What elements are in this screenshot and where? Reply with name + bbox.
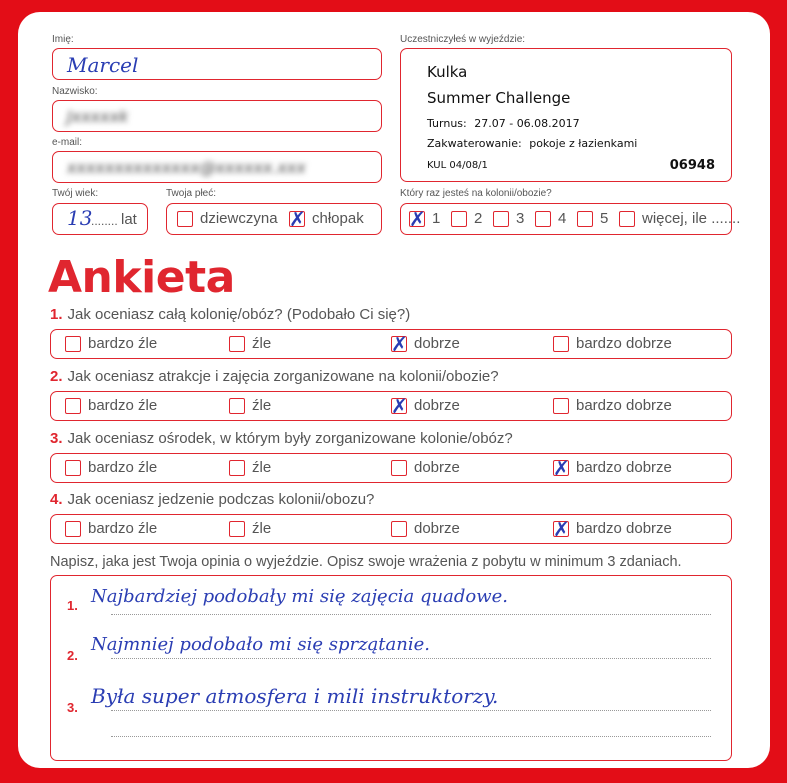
- email-value: xxxxxxxxxxxxxx@xxxxxx.xxx: [67, 158, 306, 177]
- answer-label: źle: [252, 520, 272, 537]
- answer-checkbox[interactable]: [65, 398, 81, 414]
- answer-option[interactable]: [553, 397, 672, 414]
- question-1: [50, 306, 410, 323]
- answer-option[interactable]: [229, 459, 271, 476]
- answer-checkbox[interactable]: [391, 460, 407, 476]
- times-text-5: 5: [600, 210, 609, 227]
- accommodation-value: pokoje z łazienkami: [529, 137, 638, 150]
- times-field: [400, 203, 741, 235]
- times-label: Który raz jesteś na kolonii/obozie?: [400, 188, 552, 199]
- surname-value: Jxxxxxk: [67, 107, 129, 126]
- question-1-answers: [50, 329, 732, 359]
- accommodation-label: Zakwaterowanie:: [427, 137, 522, 150]
- answer-checkbox[interactable]: [65, 521, 81, 537]
- answer-option[interactable]: [65, 459, 157, 476]
- times-text-3: 3: [516, 210, 525, 227]
- surname-field[interactable]: [52, 100, 382, 132]
- times-option-3[interactable]: [493, 210, 524, 227]
- question-3-answers: [50, 453, 732, 483]
- surname-label: Nazwisko:: [52, 86, 98, 97]
- name-value: Marcel: [67, 53, 139, 77]
- times-option-5[interactable]: [577, 210, 608, 227]
- answer-label: dobrze: [414, 397, 460, 414]
- times-option-1[interactable]: [409, 210, 440, 227]
- question-2-answers: [50, 391, 732, 421]
- trip-accommodation: [427, 137, 637, 150]
- age-value: 13: [67, 206, 93, 230]
- answer-option[interactable]: [65, 397, 157, 414]
- survey-sheet: [18, 12, 770, 768]
- answer-option[interactable]: [553, 335, 672, 352]
- answer-checkbox[interactable]: [391, 398, 407, 414]
- opinion-line-3: Była super atmosfera i mili instruktorzy.: [91, 684, 499, 708]
- times-text-more: więcej, ile .......: [642, 210, 741, 227]
- trip-program: Summer Challenge: [427, 89, 571, 107]
- opinion-num-3: 3.: [67, 700, 78, 715]
- answer-checkbox[interactable]: [391, 521, 407, 537]
- opinion-num-1: 1.: [67, 598, 78, 613]
- times-text-2: 2: [474, 210, 483, 227]
- question-text: Jak oceniasz całą kolonię/obóz? (Podobało Ci się?): [67, 306, 411, 323]
- gender-field: [166, 203, 382, 235]
- answer-label: dobrze: [414, 335, 460, 352]
- answer-option[interactable]: [391, 397, 460, 414]
- opinion-rule-3: [111, 710, 711, 711]
- answer-option[interactable]: [65, 520, 157, 537]
- times-checkbox-3[interactable]: [493, 211, 509, 227]
- opinion-box[interactable]: [50, 575, 732, 761]
- answer-option[interactable]: [391, 520, 460, 537]
- times-checkbox-1[interactable]: [409, 211, 425, 227]
- question-text: Jak oceniasz atrakcje i zajęcia zorganizowane na kolonii/obozie?: [67, 368, 499, 385]
- times-text-1: 1: [432, 210, 441, 227]
- gender-label-female: dziewczyna: [200, 210, 278, 227]
- answer-option[interactable]: [65, 335, 157, 352]
- gender-label-male: chłopak: [312, 210, 364, 227]
- answer-label: źle: [252, 335, 272, 352]
- times-option-more[interactable]: [619, 210, 740, 227]
- answer-label: dobrze: [414, 520, 460, 537]
- trip-name: Kulka: [427, 63, 468, 81]
- age-unit: lat: [121, 211, 137, 228]
- answer-label: dobrze: [414, 459, 460, 476]
- times-text-4: 4: [558, 210, 567, 227]
- times-checkbox-5[interactable]: [577, 211, 593, 227]
- answer-checkbox[interactable]: [391, 336, 407, 352]
- question-number: 3.: [50, 430, 63, 447]
- trip-info-box: [400, 48, 732, 182]
- answer-label: bardzo dobrze: [576, 335, 672, 352]
- answer-label: bardzo dobrze: [576, 459, 672, 476]
- gender-option-male[interactable]: [289, 210, 364, 227]
- age-dots: ........: [91, 214, 118, 228]
- times-checkbox-more[interactable]: [619, 211, 635, 227]
- answer-checkbox[interactable]: [65, 336, 81, 352]
- times-option-4[interactable]: [535, 210, 566, 227]
- opinion-rule-1: [111, 614, 711, 615]
- answer-option[interactable]: [229, 520, 271, 537]
- times-checkbox-4[interactable]: [535, 211, 551, 227]
- opinion-rule-2: [111, 658, 711, 659]
- answer-label: bardzo dobrze: [576, 397, 672, 414]
- turnus-value: 27.07 - 06.08.2017: [474, 117, 580, 130]
- question-2: [50, 368, 499, 385]
- age-field[interactable]: [52, 203, 148, 235]
- email-label: e-mail:: [52, 137, 83, 148]
- answer-checkbox[interactable]: [553, 460, 569, 476]
- answer-option[interactable]: [229, 335, 271, 352]
- turnus-label: Turnus:: [427, 117, 467, 130]
- answer-label: bardzo źle: [88, 397, 158, 414]
- answer-label: źle: [252, 459, 272, 476]
- question-number: 2.: [50, 368, 63, 385]
- trip-number: 06948: [669, 158, 715, 173]
- answer-label: bardzo źle: [88, 335, 158, 352]
- answer-checkbox[interactable]: [229, 398, 245, 414]
- gender-option-female[interactable]: [177, 210, 278, 227]
- answer-checkbox[interactable]: [229, 521, 245, 537]
- survey-title: Ankieta: [48, 252, 235, 303]
- question-3: [50, 430, 513, 447]
- opinion-line-1: Najbardziej podobały mi się zajęcia quadowe.: [91, 586, 508, 607]
- answer-label: bardzo źle: [88, 459, 158, 476]
- answer-label: źle: [252, 397, 272, 414]
- answer-option[interactable]: [229, 397, 271, 414]
- trip-turnus: [427, 117, 580, 130]
- answer-checkbox[interactable]: [229, 460, 245, 476]
- name-field[interactable]: [52, 48, 382, 80]
- email-field[interactable]: [52, 151, 382, 183]
- answer-option[interactable]: [553, 459, 672, 476]
- times-checkbox-2[interactable]: [451, 211, 467, 227]
- trip-label: Uczestniczyłeś w wyjeździe:: [400, 34, 526, 45]
- answer-checkbox[interactable]: [229, 336, 245, 352]
- question-number: 1.: [50, 306, 63, 323]
- age-label: Twój wiek:: [52, 188, 99, 199]
- gender-label: Twoja płeć:: [166, 188, 217, 199]
- times-option-2[interactable]: [451, 210, 482, 227]
- gender-checkbox-female[interactable]: [177, 211, 193, 227]
- answer-label: bardzo źle: [88, 520, 158, 537]
- opinion-prompt: Napisz, jaka jest Twoja opinia o wyjeździe. Opisz swoje wrażenia z pobytu w minimum 3 zdaniach.: [50, 554, 682, 570]
- question-text: Jak oceniasz jedzenie podczas kolonii/obozu?: [67, 491, 375, 508]
- opinion-num-2: 2.: [67, 648, 78, 663]
- name-label: Imię:: [52, 34, 74, 45]
- opinion-line-2: Najmniej podobało mi się sprzątanie.: [91, 634, 430, 655]
- answer-checkbox[interactable]: [65, 460, 81, 476]
- gender-checkbox-male[interactable]: [289, 211, 305, 227]
- question-4-answers: [50, 514, 732, 544]
- trip-code: KUL 04/08/1: [427, 160, 488, 171]
- opinion-rule-4: [111, 736, 711, 737]
- answer-option[interactable]: [391, 335, 460, 352]
- answer-checkbox[interactable]: [553, 521, 569, 537]
- answer-label: bardzo dobrze: [576, 520, 672, 537]
- answer-checkbox[interactable]: [553, 336, 569, 352]
- answer-option[interactable]: [553, 520, 672, 537]
- answer-checkbox[interactable]: [553, 398, 569, 414]
- question-4: [50, 491, 374, 508]
- answer-option[interactable]: [391, 459, 460, 476]
- question-number: 4.: [50, 491, 63, 508]
- question-text: Jak oceniasz ośrodek, w którym były zorganizowane kolonie/obóz?: [67, 430, 513, 447]
